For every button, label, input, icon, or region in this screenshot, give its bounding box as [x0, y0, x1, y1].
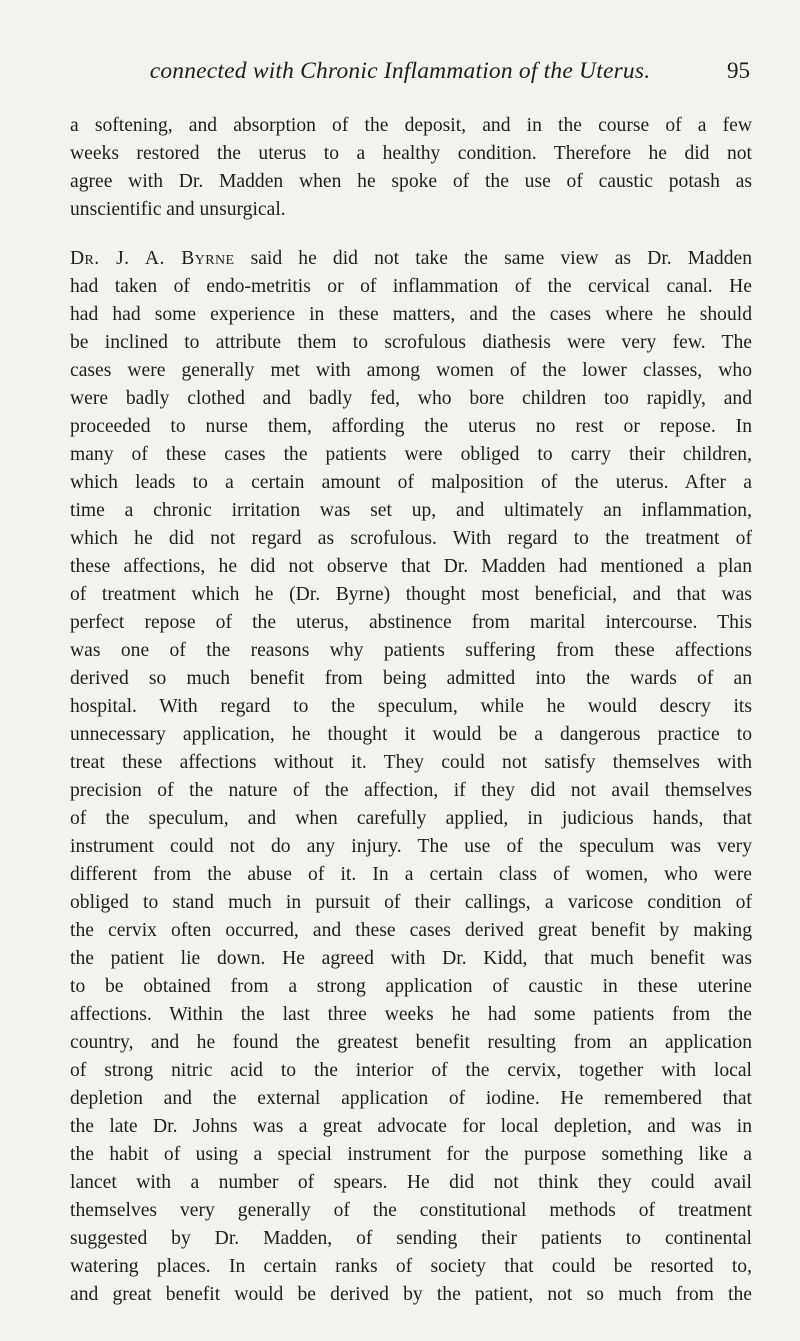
text-line: a softening, and absorption of the deposit, and in the course of a few — [70, 115, 752, 136]
text-line: depletion and the external application of iodine. He remembered that — [70, 1088, 752, 1109]
speaker-name: Dr. J. A. Byrne — [70, 248, 235, 269]
text-line: the habit of using a special instrument for the purpose something like a — [70, 1144, 752, 1165]
text-line: of the speculum, and when carefully applied, in judicious hands, that — [70, 808, 752, 829]
text-line: time a chronic irritation was set up, and ultimately an inflammation, — [70, 500, 752, 521]
text-line: unnecessary application, he thought it would be a dangerous practice to — [70, 724, 752, 745]
text-line: obliged to stand much in pursuit of their callings, a varicose condition of — [70, 892, 752, 913]
text-line: affections. Within the last three weeks he had some patients from the — [70, 1004, 752, 1025]
text-line: the late Dr. Johns was a great advocate for local depletion, and was in — [70, 1116, 752, 1137]
running-head — [70, 58, 750, 88]
text-line: agree with Dr. Madden when he spoke of the use of caustic potash as — [70, 171, 752, 192]
text-line: of treatment which he (Dr. Byrne) thought most beneficial, and that was — [70, 584, 752, 605]
text-line: unscientific and unsurgical. — [70, 199, 286, 220]
body-text — [70, 112, 752, 1309]
text-line: hospital. With regard to the speculum, while he would descry its — [70, 696, 752, 717]
text-line: precision of the nature of the affection, if they did not avail themselves — [70, 780, 752, 801]
text-line-rest: said he did not take the same view as Dr. Madden — [234, 248, 752, 269]
text-line: instrument could not do any injury. The use of the speculum was very — [70, 836, 752, 857]
text-line: weeks restored the uterus to a healthy condition. Therefore he did not — [70, 143, 752, 164]
text-line: these affections, he did not observe that Dr. Madden had mentioned a plan — [70, 556, 752, 577]
paragraph-2 — [70, 245, 752, 1309]
text-line: were badly clothed and badly fed, who bore children too rapidly, and — [70, 388, 752, 409]
text-line: country, and he found the greatest benefit resulting from an application — [70, 1032, 752, 1053]
text-line: was one of the reasons why patients suffering from these affections — [70, 640, 752, 661]
text-line: the patient lie down. He agreed with Dr. Kidd, that much benefit was — [70, 948, 752, 969]
text-line: watering places. In certain ranks of society that could be resorted to, — [70, 1256, 752, 1277]
text-line: which he did not regard as scrofulous. With regard to the treatment of — [70, 528, 752, 549]
text-line: of strong nitric acid to the interior of the cervix, together with local — [70, 1060, 752, 1081]
text-line — [70, 245, 752, 273]
text-line: suggested by Dr. Madden, of sending their patients to continental — [70, 1228, 752, 1249]
text-line: derived so much benefit from being admitted into the wards of an — [70, 668, 752, 689]
text-line: different from the abuse of it. In a certain class of women, who were — [70, 864, 752, 885]
text-line: themselves very generally of the constitutional methods of treatment — [70, 1200, 752, 1221]
text-line: lancet with a number of spears. He did not think they could avail — [70, 1172, 752, 1193]
text-line: the cervix often occurred, and these cases derived great benefit by making — [70, 920, 752, 941]
text-line: cases were generally met with among women of the lower classes, who — [70, 360, 752, 381]
text-line: treat these affections without it. They could not satisfy themselves with — [70, 752, 752, 773]
text-line: perfect repose of the uterus, abstinence from marital intercourse. This — [70, 612, 752, 633]
paragraph-1 — [70, 112, 752, 224]
text-line: proceeded to nurse them, affording the uterus no rest or repose. In — [70, 416, 752, 437]
text-line: which leads to a certain amount of malposition of the uterus. After a — [70, 472, 752, 493]
text-line: to be obtained from a strong application of caustic in these uterine — [70, 976, 752, 997]
running-title: connected with Chronic Inflammation of the Uterus. — [149, 58, 651, 84]
text-line: and great benefit would be derived by the patient, not so much from the — [70, 1284, 752, 1305]
text-line: had taken of endo-metritis or of inflammation of the cervical canal. He — [70, 276, 752, 297]
text-line: many of these cases the patients were obliged to carry their children, — [70, 444, 752, 465]
text-line: be inclined to attribute them to scrofulous diathesis were very few. The — [70, 332, 752, 353]
page-number: 95 — [727, 58, 750, 83]
paragraph-spacer — [70, 224, 752, 245]
text-line: had had some experience in these matters, and the cases where he should — [70, 304, 752, 325]
